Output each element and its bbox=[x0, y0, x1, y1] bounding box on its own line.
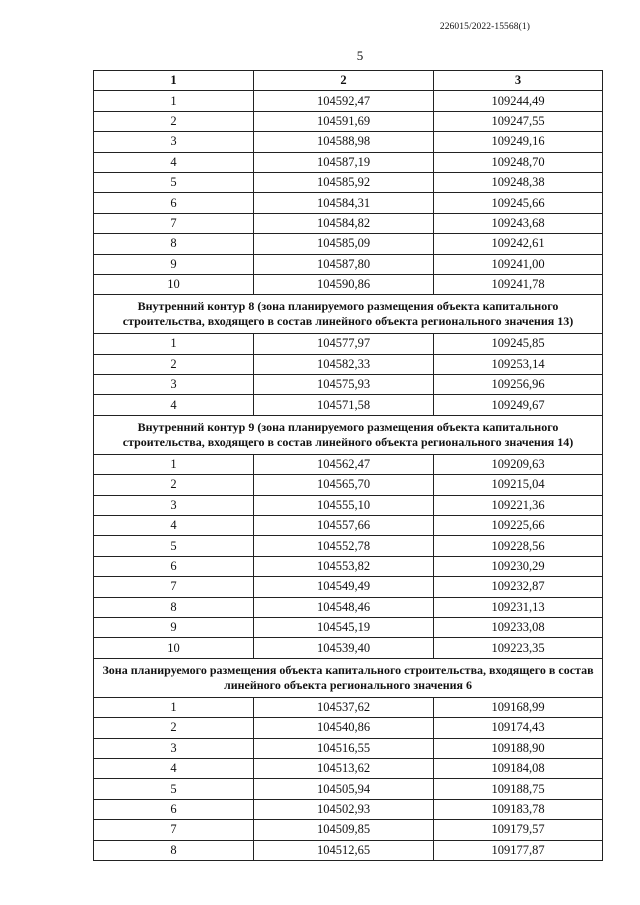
y-coordinate-cell: 109253,14 bbox=[434, 354, 603, 374]
table-row bbox=[94, 454, 603, 474]
x-coordinate-cell: 104549,49 bbox=[254, 577, 434, 597]
y-coordinate-cell: 109230,29 bbox=[434, 556, 603, 576]
y-coordinate-cell: 109174,43 bbox=[434, 718, 603, 738]
x-coordinate-cell: 104539,40 bbox=[254, 638, 434, 658]
table-row bbox=[94, 111, 603, 131]
y-coordinate-cell: 109232,87 bbox=[434, 577, 603, 597]
y-coordinate-cell: 109245,66 bbox=[434, 193, 603, 213]
point-number-cell: 2 bbox=[94, 354, 254, 374]
table-row bbox=[94, 152, 603, 172]
table-row bbox=[94, 213, 603, 233]
table-row bbox=[94, 334, 603, 354]
y-coordinate-cell: 109248,70 bbox=[434, 152, 603, 172]
point-number-cell: 10 bbox=[94, 274, 254, 294]
y-coordinate-cell: 109244,49 bbox=[434, 91, 603, 111]
x-coordinate-cell: 104537,62 bbox=[254, 697, 434, 717]
point-number-cell: 4 bbox=[94, 152, 254, 172]
table-row bbox=[94, 779, 603, 799]
section-title: Зона планируемого размещения объекта капитального строительства, входящего в состав линейного объекта регионального значения 6 bbox=[94, 658, 603, 697]
point-number-cell: 6 bbox=[94, 193, 254, 213]
x-coordinate-cell: 104587,19 bbox=[254, 152, 434, 172]
y-coordinate-cell: 109242,61 bbox=[434, 234, 603, 254]
y-coordinate-cell: 109243,68 bbox=[434, 213, 603, 233]
point-number-cell: 3 bbox=[94, 495, 254, 515]
point-number-cell: 1 bbox=[94, 697, 254, 717]
y-coordinate-cell: 109247,55 bbox=[434, 111, 603, 131]
table-row bbox=[94, 638, 603, 658]
x-coordinate-cell: 104577,97 bbox=[254, 334, 434, 354]
x-coordinate-cell: 104555,10 bbox=[254, 495, 434, 515]
point-number-cell: 1 bbox=[94, 91, 254, 111]
y-coordinate-cell: 109209,63 bbox=[434, 454, 603, 474]
section-title-row bbox=[94, 295, 603, 334]
table-row bbox=[94, 597, 603, 617]
table-row bbox=[94, 799, 603, 819]
point-number-cell: 1 bbox=[94, 334, 254, 354]
point-number-cell: 6 bbox=[94, 556, 254, 576]
y-coordinate-cell: 109248,38 bbox=[434, 172, 603, 192]
table-header bbox=[94, 71, 603, 91]
x-coordinate-cell: 104582,33 bbox=[254, 354, 434, 374]
table-row bbox=[94, 617, 603, 637]
table-row bbox=[94, 577, 603, 597]
coordinates-table bbox=[93, 70, 603, 861]
y-coordinate-cell: 109228,56 bbox=[434, 536, 603, 556]
point-number-cell: 2 bbox=[94, 475, 254, 495]
table-row bbox=[94, 495, 603, 515]
document-number: 226015/2022-15568(1) bbox=[439, 22, 530, 32]
y-coordinate-cell: 109256,96 bbox=[434, 375, 603, 395]
y-coordinate-cell: 109168,99 bbox=[434, 697, 603, 717]
y-coordinate-cell: 109249,67 bbox=[434, 395, 603, 415]
point-number-cell: 8 bbox=[94, 840, 254, 860]
y-coordinate-cell: 109225,66 bbox=[434, 516, 603, 536]
table-row bbox=[94, 758, 603, 778]
point-number-cell: 9 bbox=[94, 254, 254, 274]
table-row bbox=[94, 395, 603, 415]
y-coordinate-cell: 109188,90 bbox=[434, 738, 603, 758]
section-title-row bbox=[94, 415, 603, 454]
table-row bbox=[94, 475, 603, 495]
table-row bbox=[94, 193, 603, 213]
point-number-cell: 4 bbox=[94, 516, 254, 536]
x-coordinate-cell: 104585,09 bbox=[254, 234, 434, 254]
y-coordinate-cell: 109245,85 bbox=[434, 334, 603, 354]
x-coordinate-cell: 104505,94 bbox=[254, 779, 434, 799]
x-coordinate-cell: 104513,62 bbox=[254, 758, 434, 778]
page-number: 5 bbox=[356, 48, 364, 63]
table-row bbox=[94, 234, 603, 254]
x-coordinate-cell: 104575,93 bbox=[254, 375, 434, 395]
y-coordinate-cell: 109184,08 bbox=[434, 758, 603, 778]
y-coordinate-cell: 109179,57 bbox=[434, 820, 603, 840]
table-row bbox=[94, 91, 603, 111]
x-coordinate-cell: 104565,70 bbox=[254, 475, 434, 495]
y-coordinate-cell: 109188,75 bbox=[434, 779, 603, 799]
table-row bbox=[94, 820, 603, 840]
y-coordinate-cell: 109177,87 bbox=[434, 840, 603, 860]
point-number-cell: 2 bbox=[94, 718, 254, 738]
table-body bbox=[94, 91, 603, 861]
point-number-cell: 7 bbox=[94, 577, 254, 597]
point-number-cell: 7 bbox=[94, 213, 254, 233]
y-coordinate-cell: 109215,04 bbox=[434, 475, 603, 495]
y-coordinate-cell: 109183,78 bbox=[434, 799, 603, 819]
point-number-cell: 10 bbox=[94, 638, 254, 658]
point-number-cell: 4 bbox=[94, 758, 254, 778]
y-coordinate-cell: 109241,00 bbox=[434, 254, 603, 274]
table-row bbox=[94, 172, 603, 192]
point-number-cell: 7 bbox=[94, 820, 254, 840]
x-coordinate-cell: 104587,80 bbox=[254, 254, 434, 274]
header-cell-number: 1 bbox=[94, 71, 254, 91]
table-row bbox=[94, 274, 603, 294]
x-coordinate-cell: 104553,82 bbox=[254, 556, 434, 576]
header-row bbox=[94, 71, 603, 91]
x-coordinate-cell: 104585,92 bbox=[254, 172, 434, 192]
x-coordinate-cell: 104512,65 bbox=[254, 840, 434, 860]
x-coordinate-cell: 104540,86 bbox=[254, 718, 434, 738]
x-coordinate-cell: 104557,66 bbox=[254, 516, 434, 536]
header-cell-y: 3 bbox=[434, 71, 603, 91]
point-number-cell: 1 bbox=[94, 454, 254, 474]
y-coordinate-cell: 109241,78 bbox=[434, 274, 603, 294]
x-coordinate-cell: 104571,58 bbox=[254, 395, 434, 415]
x-coordinate-cell: 104548,46 bbox=[254, 597, 434, 617]
point-number-cell: 8 bbox=[94, 597, 254, 617]
x-coordinate-cell: 104584,31 bbox=[254, 193, 434, 213]
point-number-cell: 5 bbox=[94, 779, 254, 799]
section-title-row bbox=[94, 658, 603, 697]
x-coordinate-cell: 104545,19 bbox=[254, 617, 434, 637]
x-coordinate-cell: 104591,69 bbox=[254, 111, 434, 131]
table-row bbox=[94, 375, 603, 395]
y-coordinate-cell: 109249,16 bbox=[434, 132, 603, 152]
y-coordinate-cell: 109231,13 bbox=[434, 597, 603, 617]
point-number-cell: 3 bbox=[94, 375, 254, 395]
table-row bbox=[94, 718, 603, 738]
point-number-cell: 6 bbox=[94, 799, 254, 819]
point-number-cell: 5 bbox=[94, 536, 254, 556]
section-title: Внутренний контур 9 (зона планируемого размещения объекта капитального строительства, входящего в состав линейного объекта регионального значения 14) bbox=[94, 415, 603, 454]
table-row bbox=[94, 536, 603, 556]
x-coordinate-cell: 104588,98 bbox=[254, 132, 434, 152]
x-coordinate-cell: 104509,85 bbox=[254, 820, 434, 840]
table-row bbox=[94, 697, 603, 717]
table-row bbox=[94, 556, 603, 576]
point-number-cell: 9 bbox=[94, 617, 254, 637]
x-coordinate-cell: 104552,78 bbox=[254, 536, 434, 556]
point-number-cell: 4 bbox=[94, 395, 254, 415]
x-coordinate-cell: 104516,55 bbox=[254, 738, 434, 758]
x-coordinate-cell: 104590,86 bbox=[254, 274, 434, 294]
point-number-cell: 3 bbox=[94, 132, 254, 152]
point-number-cell: 2 bbox=[94, 111, 254, 131]
point-number-cell: 5 bbox=[94, 172, 254, 192]
x-coordinate-cell: 104584,82 bbox=[254, 213, 434, 233]
x-coordinate-cell: 104592,47 bbox=[254, 91, 434, 111]
table-row bbox=[94, 132, 603, 152]
table-row bbox=[94, 840, 603, 860]
x-coordinate-cell: 104562,47 bbox=[254, 454, 434, 474]
header-cell-x: 2 bbox=[254, 71, 434, 91]
y-coordinate-cell: 109233,08 bbox=[434, 617, 603, 637]
point-number-cell: 8 bbox=[94, 234, 254, 254]
x-coordinate-cell: 104502,93 bbox=[254, 799, 434, 819]
section-title: Внутренний контур 8 (зона планируемого размещения объекта капитального строительства, входящего в состав линейного объекта регионального значения 13) bbox=[94, 295, 603, 334]
table-row bbox=[94, 254, 603, 274]
y-coordinate-cell: 109221,36 bbox=[434, 495, 603, 515]
table-row bbox=[94, 516, 603, 536]
table-row bbox=[94, 738, 603, 758]
table-row bbox=[94, 354, 603, 374]
y-coordinate-cell: 109223,35 bbox=[434, 638, 603, 658]
point-number-cell: 3 bbox=[94, 738, 254, 758]
